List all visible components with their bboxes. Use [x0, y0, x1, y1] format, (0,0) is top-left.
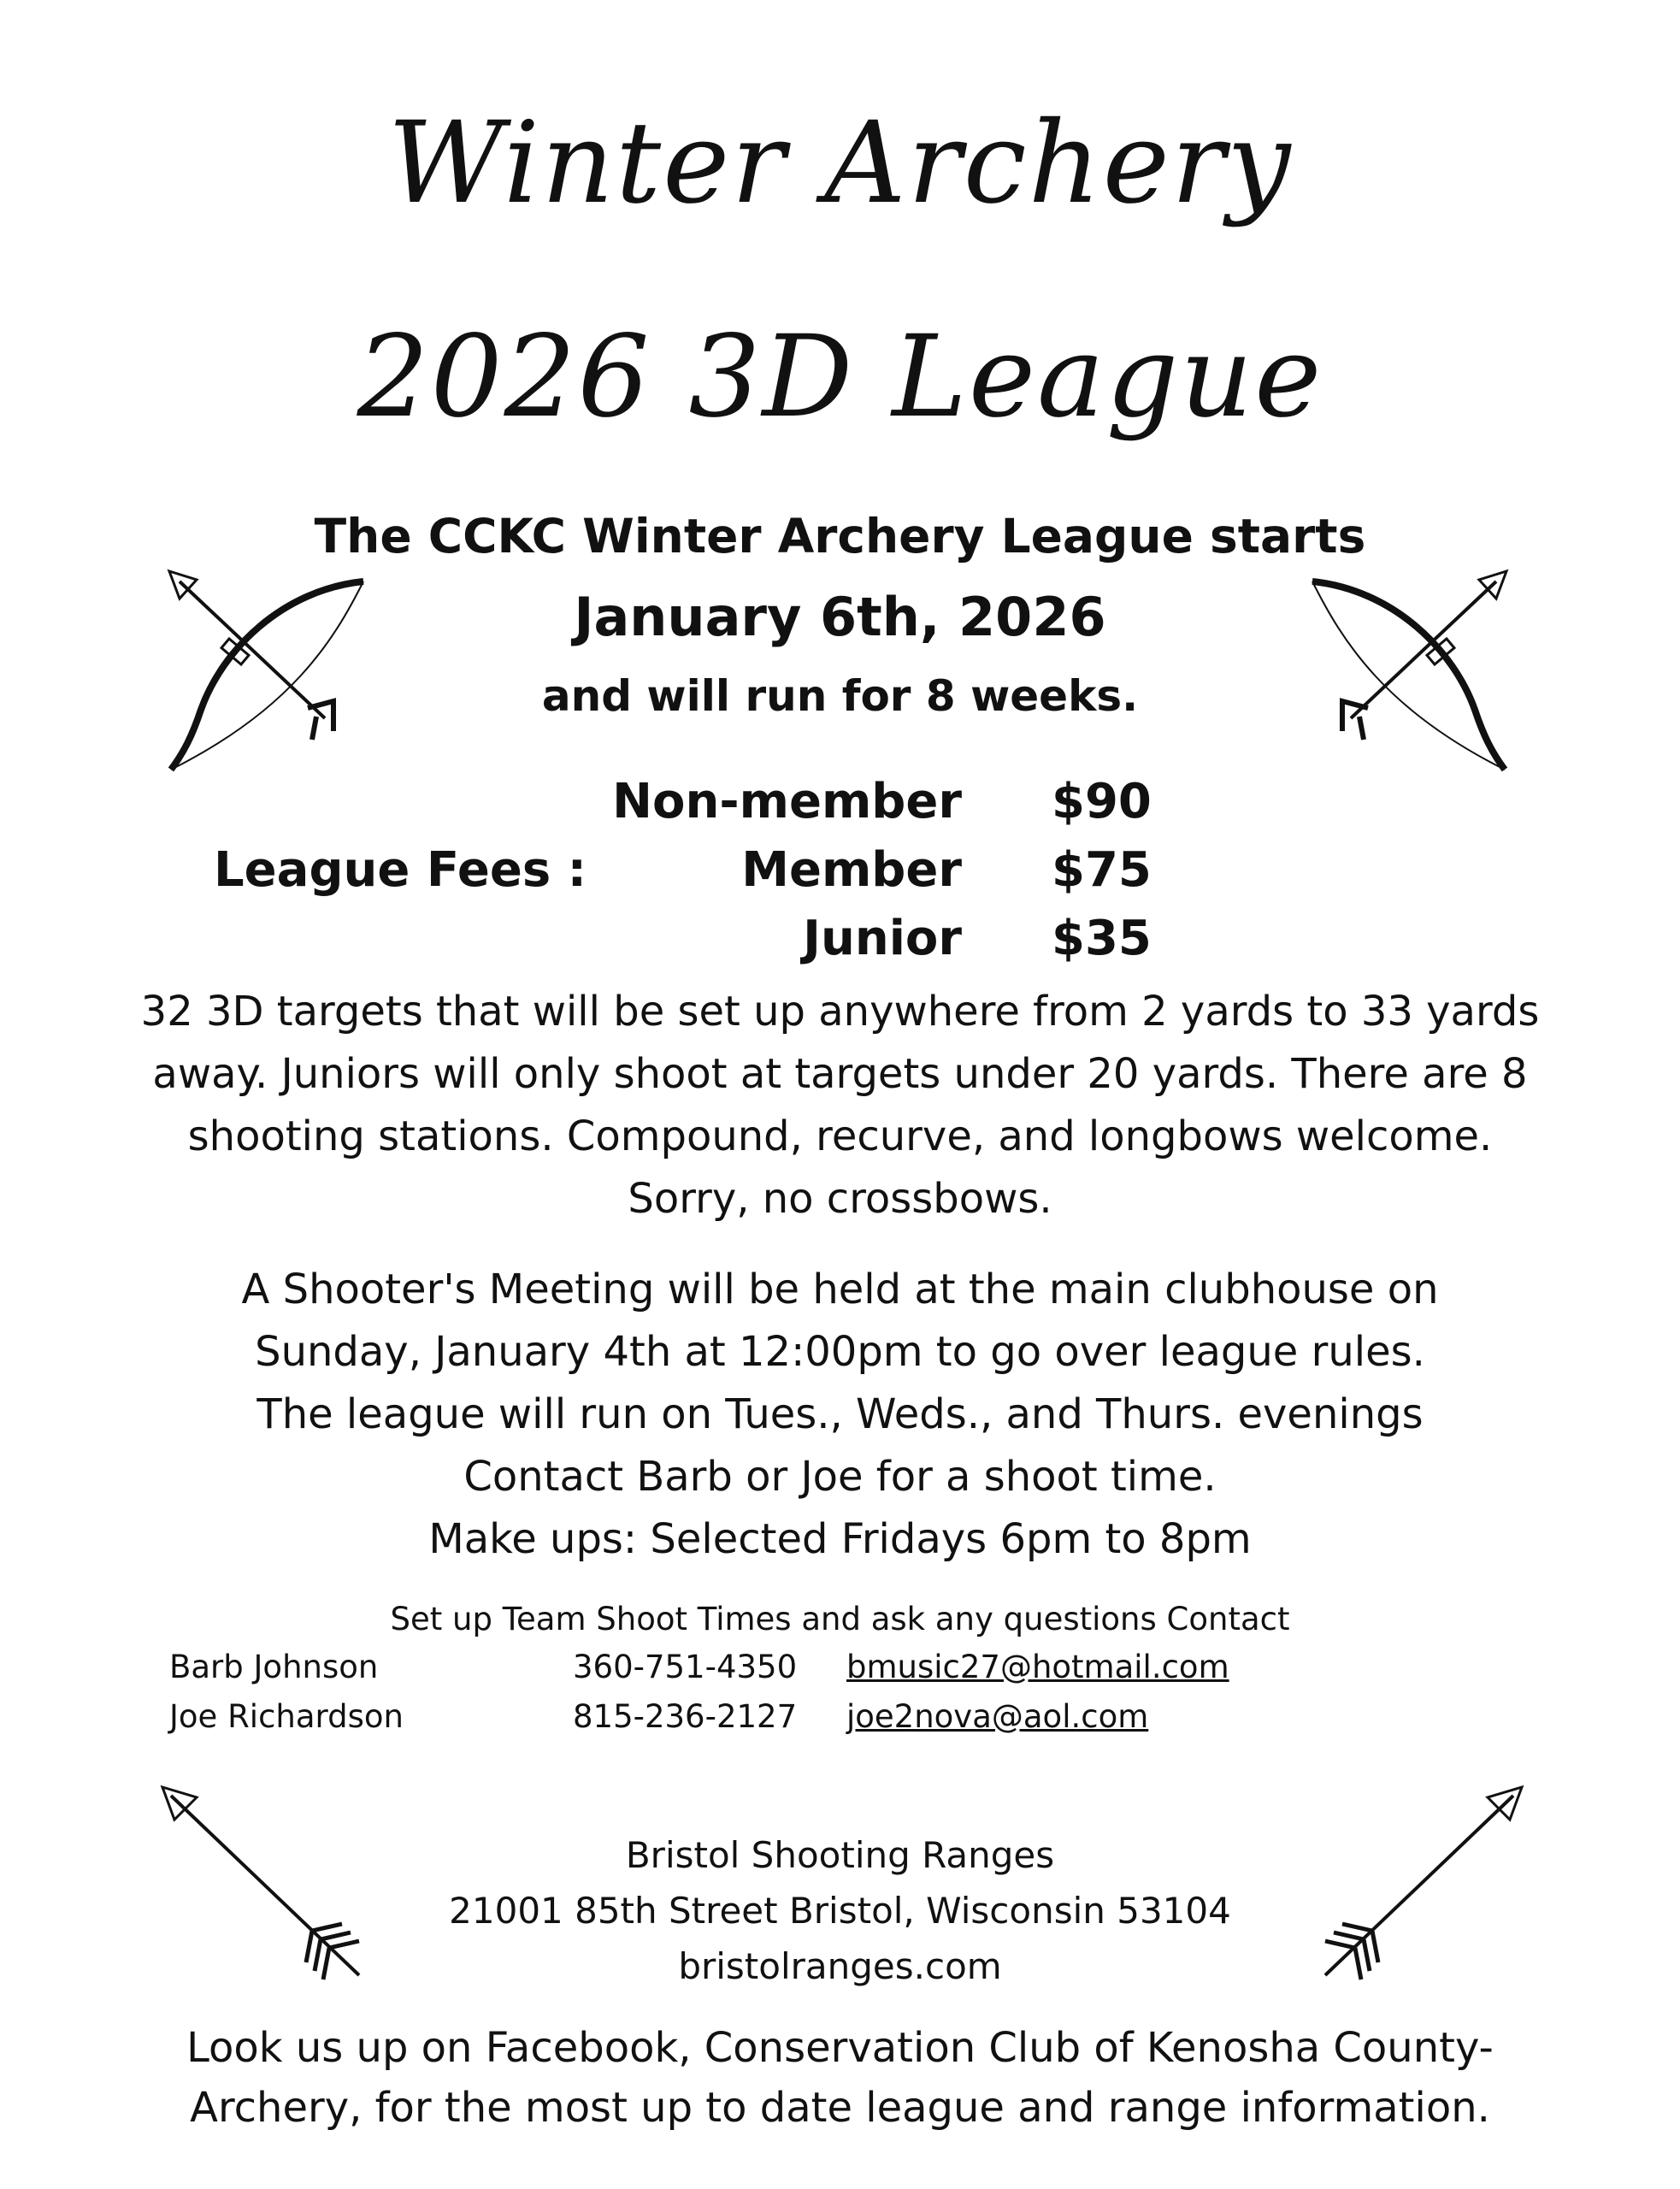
title-line-1: Winter Archery — [387, 97, 1293, 229]
details-line-4: Sorry, no crossbows. — [628, 1175, 1052, 1223]
contact-email-link[interactable]: bmusic27@hotmail.com — [846, 1649, 1229, 1685]
contact-phone: 815-236-2127 — [573, 1698, 798, 1735]
contacts-heading: Set up Team Shoot Times and ask any questions Contact — [390, 1601, 1290, 1637]
details-line-1: 32 3D targets that will be set up anywhere from 2 yards to 33 yards — [140, 988, 1540, 1035]
fee-type-nonmember: Non-member — [612, 774, 962, 829]
venue-website[interactable]: bristolranges.com — [678, 1945, 1002, 1987]
fee-price-nonmember: $90 — [1052, 774, 1152, 829]
contact-phone: 360-751-4350 — [573, 1649, 798, 1685]
details-line-3: shooting stations. Compound, recurve, and longbows welcome. — [187, 1112, 1493, 1160]
bow-and-arrow-icon — [162, 564, 385, 778]
details-line-2: away. Juniors will only shoot at targets under 20 yards. There are 8 — [152, 1050, 1528, 1098]
intro-line-1: The CCKC Winter Archery League starts — [314, 509, 1366, 563]
start-date: January 6th, 2026 — [574, 586, 1106, 648]
fee-price-junior: $35 — [1052, 911, 1152, 966]
contact-email-link[interactable]: joe2nova@aol.com — [846, 1698, 1149, 1735]
fee-price-member: $75 — [1052, 842, 1152, 898]
intro-line-3: and will run for 8 weeks. — [541, 671, 1139, 721]
league-fees-label: League Fees : — [214, 842, 587, 898]
meeting-line-5: Make ups: Selected Fridays 6pm to 8pm — [428, 1515, 1252, 1563]
fee-type-member: Member — [741, 842, 962, 898]
footer-line-1: Look us up on Facebook, Conservation Club of Kenosha County- — [186, 2024, 1494, 2072]
venue-name: Bristol Shooting Ranges — [625, 1834, 1055, 1876]
meeting-line-3: The league will run on Tues., Weds., and Thurs. evenings — [256, 1390, 1424, 1438]
meeting-line-4: Contact Barb or Joe for a shoot time. — [463, 1453, 1217, 1501]
meeting-line-2: Sunday, January 4th at 12:00pm to go over league rules. — [255, 1328, 1425, 1376]
contact-name: Joe Richardson — [169, 1698, 404, 1735]
meeting-line-1: A Shooter's Meeting will be held at the main clubhouse on — [241, 1266, 1439, 1313]
venue-address: 21001 85th Street Bristol, Wisconsin 53104 — [449, 1890, 1231, 1932]
bow-and-arrow-icon — [1291, 564, 1513, 778]
contact-name: Barb Johnson — [169, 1649, 379, 1685]
footer-line-2: Archery, for the most up to date league and range information. — [190, 2084, 1490, 2132]
fee-type-junior: Junior — [803, 911, 962, 966]
title-line-2: 2026 3D League — [357, 311, 1323, 443]
